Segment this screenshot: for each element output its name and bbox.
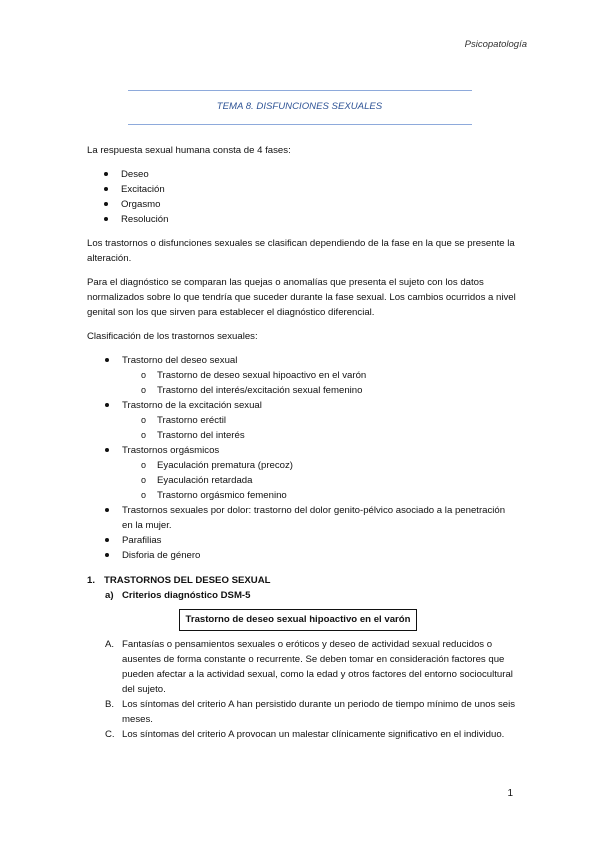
sub-list-item: o Trastorno orgásmico femenino (87, 488, 517, 503)
boxed-heading-wrap (87, 603, 517, 637)
phases-list (87, 167, 517, 227)
criterion-letter: B. (105, 699, 115, 710)
criterion-letter: C. (105, 729, 115, 740)
list-item: Trastornos orgásmicos (87, 443, 517, 458)
criterion-text: Los síntomas del criterio A han persistido durante un periodo de tiempo mínimo de unos seis meses. (122, 699, 516, 725)
criterion-item (87, 637, 517, 697)
list-item: Trastorno de la excitación sexual (87, 398, 517, 413)
sub-list-item: o Trastorno del interés/excitación sexual femenino (87, 383, 517, 398)
sub-list-item: o Trastorno eréctil (87, 413, 517, 428)
list-item: Orgasmo (87, 197, 517, 212)
section-heading (87, 573, 517, 588)
sub-list-item: o Trastorno del interés (87, 428, 517, 443)
subsection-title: Criterios diagnóstico DSM-5 (122, 590, 251, 601)
sub-list-item: o Eyaculación prematura (precoz) (87, 458, 517, 473)
sub-list-item: o Eyaculación retardada (87, 473, 517, 488)
paragraph-diagnosis: Para el diagnóstico se comparan las quejas o anomalías que presenta el sujeto con los datos normalizados sobre lo que tendría que suceder durante la fase sexual. Los cambios ocurridos a nivel genital son los que sirven para establecer el diagnóstico diferencial. (87, 277, 516, 318)
criterion-text: Los síntomas del criterio A provocan un malestar clínicamente significativo en el individuo. (122, 729, 505, 740)
list-item: Parafilias (87, 533, 517, 548)
page-title: TEMA 8. DISFUNCIONES SEXUALES (216, 101, 383, 112)
criterion-text: Fantasías o pensamientos sexuales o eróticos y deseo de actividad sexual reducidos o ausentes de forma constante o recurrente. Se deben tomar en consideración factores que pueden afectar a la actividad sexual, como la edad y otros factores del entorno sociocultural del sujeto. (122, 639, 513, 695)
classification-label: Clasificación de los trastornos sexuales: (87, 331, 258, 342)
section-title: TRASTORNOS DEL DESEO SEXUAL (104, 575, 271, 586)
running-header: Psicopatología (464, 39, 527, 50)
list-item: Excitación (87, 182, 517, 197)
criterion-letter: A. (105, 639, 115, 650)
list-item: Disforia de género (87, 548, 517, 563)
criterion-item (87, 697, 517, 727)
document-body (87, 143, 517, 742)
list-item: Deseo (87, 167, 517, 182)
paragraph-classification-intro: Los trastornos o disfunciones sexuales se clasifican dependiendo de la fase en la que se presente la alteración. (87, 238, 515, 264)
subsection-letter: a) (105, 590, 114, 601)
subsection-heading (87, 588, 517, 603)
title-bottom-rule (128, 124, 472, 125)
classification-list (87, 353, 517, 563)
section-number: 1. (87, 575, 96, 586)
page-number: 1 (507, 788, 513, 799)
criterion-item (87, 727, 517, 742)
list-item: Resolución (87, 212, 517, 227)
list-item: Trastorno del deseo sexual (87, 353, 517, 368)
list-item: Trastornos sexuales por dolor: trastorno del dolor genito-pélvico asociado a la penetración en la mujer. (87, 503, 517, 533)
boxed-heading: Trastorno de deseo sexual hipoactivo en el varón (179, 609, 417, 631)
sub-list-item: o Trastorno de deseo sexual hipoactivo en el varón (87, 368, 517, 383)
title-top-rule (128, 90, 472, 91)
intro-paragraph: La respuesta sexual humana consta de 4 fases: (87, 145, 291, 156)
